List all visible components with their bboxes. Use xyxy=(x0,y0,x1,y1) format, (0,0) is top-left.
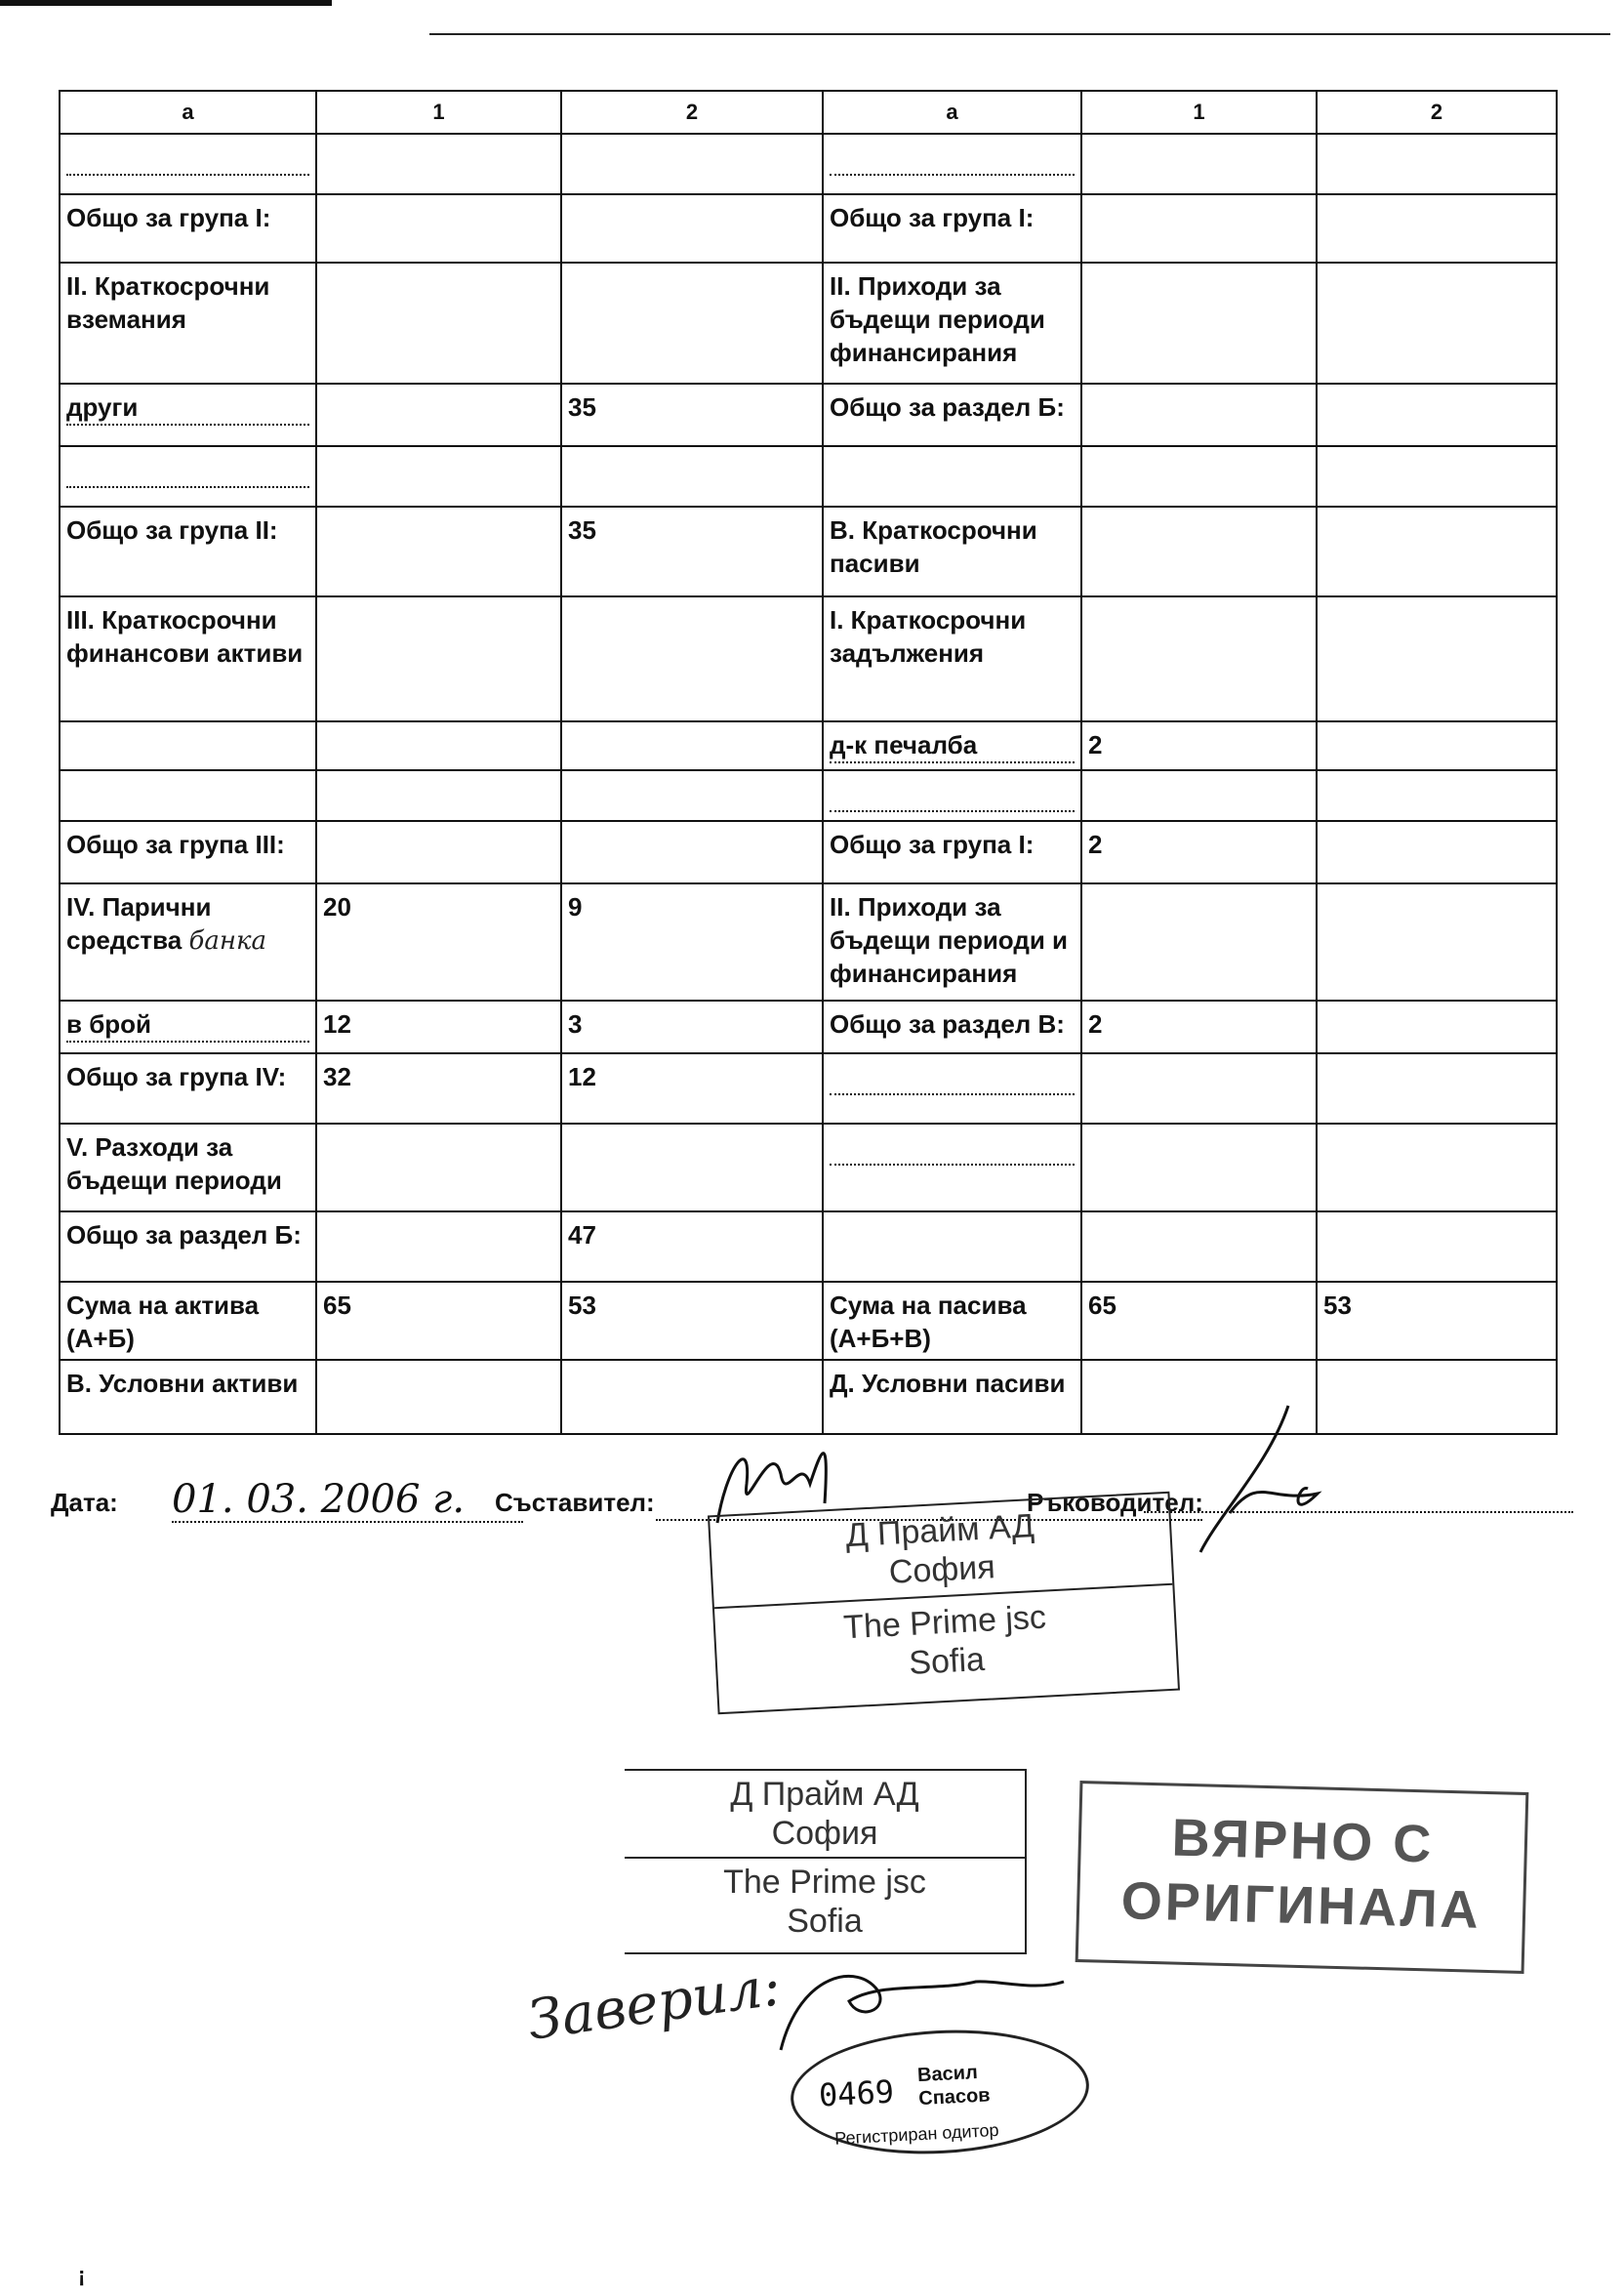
table-row xyxy=(60,596,1557,721)
table-row xyxy=(60,770,1557,821)
liability-value-1 xyxy=(1081,384,1317,446)
liability-value-2 xyxy=(1317,770,1557,821)
asset-label: Общо за група I: xyxy=(60,194,316,263)
table-row xyxy=(60,1211,1557,1282)
liability-value-2 xyxy=(1317,1001,1557,1053)
liability-value-1: 2 xyxy=(1081,1001,1317,1053)
liability-value-1 xyxy=(1081,507,1317,596)
asset-value-2 xyxy=(561,194,823,263)
asset-label-cell xyxy=(60,446,316,507)
asset-value-1 xyxy=(316,596,561,721)
liability-value-1 xyxy=(1081,194,1317,263)
table-row xyxy=(60,194,1557,263)
asset-label xyxy=(60,770,316,821)
header-liabilities-col1: 1 xyxy=(1081,91,1317,134)
liability-label xyxy=(823,1211,1081,1282)
asset-label: III. Краткосрочни финансови активи xyxy=(60,596,316,721)
scan-top-line xyxy=(429,33,1610,35)
auditor-number: 0469 xyxy=(818,2072,895,2114)
asset-label: II. Краткосрочни вземания xyxy=(60,263,316,384)
liability-value-2 xyxy=(1317,1211,1557,1282)
asset-value-1: 32 xyxy=(316,1053,561,1124)
asset-value-2: 53 xyxy=(561,1282,823,1360)
header-assets-col1: 1 xyxy=(316,91,561,134)
liability-label xyxy=(830,1060,1075,1095)
asset-value-1 xyxy=(316,821,561,883)
asset-value-2 xyxy=(561,446,823,507)
stamp-line: Д Прайм АД xyxy=(730,1776,919,1813)
liability-value-2 xyxy=(1317,721,1557,770)
liability-value-2 xyxy=(1317,384,1557,446)
asset-value-2 xyxy=(561,721,823,770)
stamp-line: Sofia xyxy=(787,1903,863,1940)
asset-label xyxy=(66,453,309,488)
asset-label xyxy=(66,141,309,176)
liability-value-1 xyxy=(1081,263,1317,384)
liability-value-1: 65 xyxy=(1081,1282,1317,1360)
table-row xyxy=(60,1124,1557,1211)
liability-value-1 xyxy=(1081,134,1317,194)
liability-value-2 xyxy=(1317,821,1557,883)
liability-label-cell xyxy=(823,721,1081,770)
stamp-bg-half xyxy=(625,1771,1025,1859)
header-liabilities-col2: 2 xyxy=(1317,91,1557,134)
company-stamp-1 xyxy=(708,1492,1180,1715)
liability-label: II. Приходи за бъдещи периоди финансирания xyxy=(823,263,1081,384)
stamp-line: Sofia xyxy=(908,1640,986,1682)
liability-label xyxy=(823,446,1081,507)
asset-value-1 xyxy=(316,263,561,384)
asset-label-cell xyxy=(60,883,316,1001)
asset-value-1 xyxy=(316,1211,561,1282)
asset-label: V. Разходи за бъдещи периоди xyxy=(60,1124,316,1211)
asset-label: Сума на актива (А+Б) xyxy=(60,1282,316,1360)
asset-value-1: 65 xyxy=(316,1282,561,1360)
table-row xyxy=(60,1001,1557,1053)
liability-value-1 xyxy=(1081,596,1317,721)
liability-value-1 xyxy=(1081,1211,1317,1282)
liability-value-1 xyxy=(1081,446,1317,507)
asset-value-2 xyxy=(561,134,823,194)
asset-value-2 xyxy=(561,770,823,821)
manager-label: Ръководител: xyxy=(1027,1488,1203,1517)
table-row xyxy=(60,1282,1557,1360)
stamp-line: ВЯРНО С xyxy=(1170,1808,1435,1874)
liability-label: В. Краткосрочни пасиви xyxy=(823,507,1081,596)
liability-value-2 xyxy=(1317,1124,1557,1211)
liability-value-2 xyxy=(1317,507,1557,596)
stamp-line: София xyxy=(771,1815,878,1852)
asset-label: В. Условни активи xyxy=(60,1360,316,1434)
scan-edge-mark xyxy=(0,0,332,6)
header-assets-label: а xyxy=(60,91,316,134)
liability-label: II. Приходи за бъдещи периоди и финансирания xyxy=(823,883,1081,1001)
liability-label: Сума на пасива (А+Б+В) xyxy=(823,1282,1081,1360)
asset-label-cell xyxy=(60,1001,316,1053)
liability-label-cell xyxy=(823,1053,1081,1124)
liability-label: Общо за раздел В: xyxy=(823,1001,1081,1053)
asset-value-2 xyxy=(561,821,823,883)
table-row xyxy=(60,446,1557,507)
asset-label: Общо за група III: xyxy=(60,821,316,883)
liability-value-2 xyxy=(1317,134,1557,194)
true-copy-stamp xyxy=(1076,1781,1529,1974)
liability-value-2 xyxy=(1317,446,1557,507)
stamp-line: ОРИГИНАЛА xyxy=(1120,1871,1482,1940)
asset-value-1 xyxy=(316,194,561,263)
stamp-line: The Prime jsc xyxy=(723,1864,926,1901)
liability-value-1: 2 xyxy=(1081,721,1317,770)
asset-value-1 xyxy=(316,721,561,770)
liability-value-2 xyxy=(1317,1053,1557,1124)
asset-value-1 xyxy=(316,1124,561,1211)
asset-label: Общо за раздел Б: xyxy=(60,1211,316,1282)
liability-value-1 xyxy=(1081,770,1317,821)
liability-label-cell xyxy=(823,770,1081,821)
liability-value-2 xyxy=(1317,263,1557,384)
compiler-label: Съставител: xyxy=(495,1488,655,1517)
asset-value-2 xyxy=(561,596,823,721)
asset-label xyxy=(60,721,316,770)
date-label: Дата: xyxy=(51,1488,118,1517)
header-liabilities-label: а xyxy=(823,91,1081,134)
certified-by-label: Заверил: xyxy=(523,1954,785,2053)
asset-label: Общо за група II: xyxy=(60,507,316,596)
company-stamp-2 xyxy=(625,1769,1027,1954)
asset-value-2: 35 xyxy=(561,507,823,596)
table-row xyxy=(60,1053,1557,1124)
asset-value-1 xyxy=(316,770,561,821)
table-header-row xyxy=(60,91,1557,134)
liability-label: I. Краткосрочни задължения xyxy=(823,596,1081,721)
stamp-line: София xyxy=(887,1548,996,1591)
liability-value-2 xyxy=(1317,883,1557,1001)
table-row xyxy=(60,507,1557,596)
asset-label-cell xyxy=(60,134,316,194)
asset-value-2 xyxy=(561,263,823,384)
liability-value-1 xyxy=(1081,1124,1317,1211)
balance-sheet-table xyxy=(59,90,1558,1435)
table-row xyxy=(60,384,1557,446)
asset-label: други xyxy=(66,390,309,426)
auditor-first-name: Васил xyxy=(916,2061,979,2087)
liability-label-cell xyxy=(823,134,1081,194)
asset-label-cell xyxy=(60,384,316,446)
asset-value-2: 9 xyxy=(561,883,823,1001)
liability-label: Общо за раздел Б: xyxy=(823,384,1081,446)
asset-value-2 xyxy=(561,1124,823,1211)
liability-label: Общо за група I: xyxy=(823,194,1081,263)
liability-value-2: 53 xyxy=(1317,1282,1557,1360)
asset-value-2: 12 xyxy=(561,1053,823,1124)
liability-label xyxy=(830,141,1075,176)
table-row xyxy=(60,134,1557,194)
asset-label: в брой xyxy=(66,1007,309,1043)
stamp-line: Д Прайм АД xyxy=(844,1507,1035,1555)
liability-label: Общо за група I: xyxy=(823,821,1081,883)
asset-value-1: 20 xyxy=(316,883,561,1001)
page-mark: ¡ xyxy=(78,2263,86,2287)
asset-value-1: 12 xyxy=(316,1001,561,1053)
liability-value-2 xyxy=(1317,194,1557,263)
asset-value-1 xyxy=(316,507,561,596)
auditor-title: Регистриран одитор xyxy=(833,2119,1000,2149)
liability-label: д-к печалба xyxy=(830,728,1075,763)
asset-label: IV. Парични средства xyxy=(66,892,212,955)
header-assets-col2: 2 xyxy=(561,91,823,134)
liability-value-1 xyxy=(1081,883,1317,1001)
liability-value-1 xyxy=(1081,1053,1317,1124)
table-row xyxy=(60,821,1557,883)
liability-label: Д. Условни пасиви xyxy=(823,1360,1081,1434)
table-row xyxy=(60,263,1557,384)
auditor-last-name: Спасов xyxy=(917,2084,992,2111)
liability-label xyxy=(830,1130,1075,1166)
date-value: 01. 03. 2006 г. xyxy=(172,1478,523,1523)
table-row xyxy=(60,721,1557,770)
liability-value-1: 2 xyxy=(1081,821,1317,883)
asset-value-1 xyxy=(316,384,561,446)
asset-value-1 xyxy=(316,446,561,507)
manager-signature xyxy=(1200,1406,1318,1552)
stamp-line: The Prime jsc xyxy=(842,1598,1047,1647)
table-row xyxy=(60,883,1557,1001)
liability-value-2 xyxy=(1317,596,1557,721)
asset-value-2: 3 xyxy=(561,1001,823,1053)
stamp-en-half xyxy=(625,1859,1025,1945)
asset-label: Общо за група IV: xyxy=(60,1053,316,1124)
auditor-name xyxy=(916,2060,991,2111)
asset-value-1 xyxy=(316,134,561,194)
asset-value-2: 47 xyxy=(561,1211,823,1282)
liability-label xyxy=(830,777,1075,812)
liability-label-cell xyxy=(823,1124,1081,1211)
handwritten-note: банка xyxy=(188,926,267,956)
asset-value-2: 35 xyxy=(561,384,823,446)
